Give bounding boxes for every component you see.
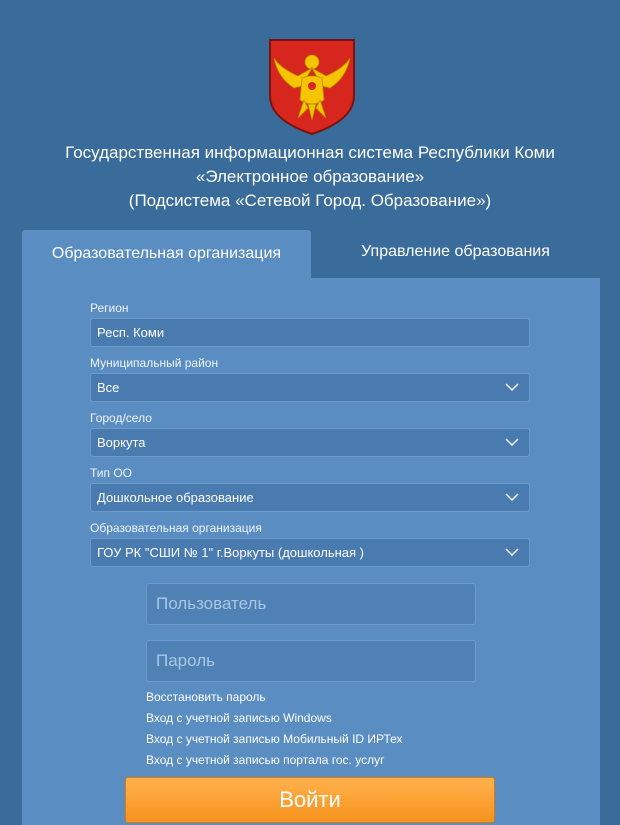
login-button[interactable]: Войти <box>125 777 495 823</box>
restore-password-link[interactable]: Восстановить пароль <box>146 690 266 704</box>
system-title <box>0 141 620 213</box>
login-tabs <box>22 230 600 278</box>
login-form-panel <box>22 278 600 825</box>
org-type-label: Тип ОО <box>90 466 133 480</box>
organization-label: Образовательная организация <box>90 521 262 535</box>
chevron-down-icon <box>505 545 519 559</box>
org-type-select[interactable] <box>90 483 530 512</box>
chevron-down-icon <box>505 380 519 394</box>
windows-login-link[interactable]: Вход с учетной записью Windows <box>146 711 332 725</box>
chevron-down-icon <box>505 490 519 504</box>
region-value: Респ. Коми <box>97 325 165 340</box>
system-title-line1: Государственная информационная система Республики Коми <box>65 143 555 162</box>
city-select[interactable] <box>90 428 530 457</box>
gosuslugi-login-link[interactable]: Вход с учетной записью портала гос. услуг <box>146 753 385 767</box>
coat-of-arms-icon <box>268 38 356 136</box>
org-type-value: Дошкольное образование <box>97 490 254 505</box>
organization-value: ГОУ РК "СШИ № 1" г.Воркуты (дошкольная ) <box>97 545 364 560</box>
region-field[interactable] <box>90 318 530 347</box>
mobile-id-login-link[interactable]: Вход с учетной записью Мобильный ID ИРТех <box>146 732 403 746</box>
organization-select[interactable] <box>90 538 530 567</box>
city-label: Город/село <box>90 411 152 425</box>
district-value: Все <box>97 380 120 395</box>
district-label: Муниципальный район <box>90 356 219 370</box>
password-input[interactable] <box>146 640 476 682</box>
system-title-line2: «Электронное образование» <box>195 167 425 186</box>
username-input[interactable] <box>146 583 476 625</box>
system-title-line3: (Подсистема «Сетевой Город. Образование») <box>128 191 492 210</box>
city-value: Воркута <box>97 435 146 450</box>
chevron-down-icon <box>505 435 519 449</box>
district-select[interactable] <box>90 373 530 402</box>
region-label: Регион <box>90 301 129 315</box>
tab-educational-organization[interactable]: Образовательная организация <box>22 230 311 278</box>
tab-education-management[interactable]: Управление образования <box>361 243 550 260</box>
